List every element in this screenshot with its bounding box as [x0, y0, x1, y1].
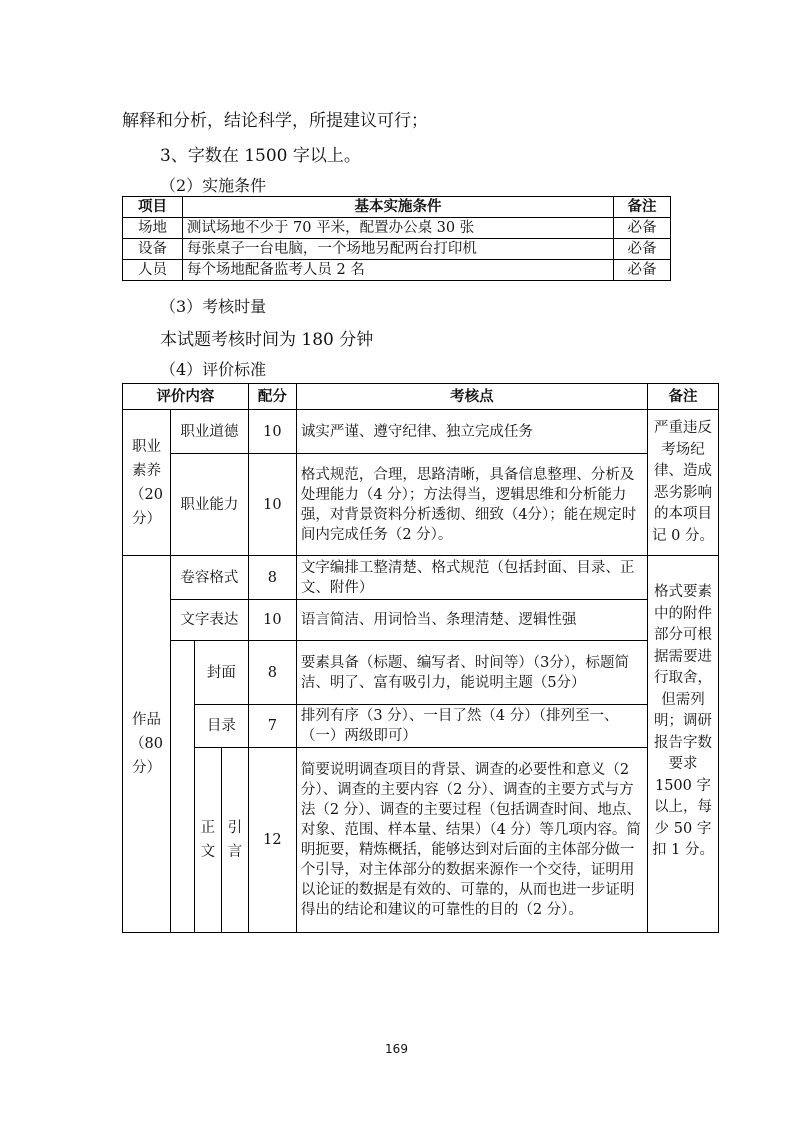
item-name: 卷容格式: [170, 556, 248, 600]
cell-note: 必备: [614, 239, 671, 260]
col-header-item: 项目: [123, 197, 183, 218]
page-number: 169: [385, 1042, 408, 1056]
group2-note: 格式要素中的附件部分可根据需要进行取舍，但需列明；调研报告字数要求 1500 字以上，每少 50 字扣 1 分。: [648, 556, 719, 933]
item-score: 7: [248, 705, 296, 748]
cell-item: 人员: [123, 260, 183, 281]
conditions-table: [122, 196, 671, 281]
item-name: 职业道德: [170, 410, 248, 454]
header-score: 配分: [248, 384, 296, 410]
evaluation-table: [122, 383, 719, 933]
blank-cell: [170, 641, 194, 933]
item-name-body: [194, 748, 221, 933]
table-row: [123, 239, 671, 260]
cell-condition: 每个场地配备监考人员 2 名: [182, 260, 613, 281]
cell-condition: 测试场地不少于 70 平米，配置办公桌 30 张: [182, 218, 613, 239]
col-header-note: 备注: [614, 197, 671, 218]
group1-note: 严重违反考场纪律、造成恶劣影响的本项目记 0 分。: [648, 410, 719, 556]
cell-item: 设备: [123, 239, 183, 260]
item-score: 10: [248, 410, 296, 454]
cell-note: 必备: [614, 218, 671, 239]
table-row: [123, 641, 719, 705]
section-4-heading: （4）评价标准: [160, 360, 267, 379]
cell-note: 必备: [614, 260, 671, 281]
item-check-point: 排列有序（3 分）、一目了然（4 分）（排列至一、（一）两级即可）: [296, 705, 647, 748]
col-header-condition: 基本实施条件: [182, 197, 613, 218]
table-row: [123, 260, 671, 281]
table-row: [123, 218, 671, 239]
item-name: 文字表达: [170, 600, 248, 641]
item-check-point: 要素具备（标题、编写者、时间等）（3分），标题简洁、明了、富有吸引力，能说明主题（5分）: [296, 641, 647, 705]
item-check-point: 诚实严谨、遵守纪律、独立完成任务: [296, 410, 647, 454]
group-work: 作品（80分）: [123, 556, 171, 933]
cell-condition: 每张桌子一台电脑，一个场地另配两台打印机: [182, 239, 613, 260]
intro-label: 引言: [227, 820, 243, 860]
body-label: 正文: [200, 820, 216, 860]
header-note: 备注: [648, 384, 719, 410]
item-name: 目录: [194, 705, 248, 748]
item-sub-intro: [221, 748, 248, 933]
item-check-point: 语言简洁、用词恰当、条理清楚、逻辑性强: [296, 600, 647, 641]
evaluation-header-row: [123, 384, 719, 410]
header-eval-content: 评价内容: [123, 384, 249, 410]
item-score: 10: [248, 454, 296, 556]
item-score: 8: [248, 641, 296, 705]
section-3-text: 本试题考核时间为 180 分钟: [160, 330, 374, 350]
section-3-heading: （3）考核时量: [160, 297, 267, 316]
item-score: 10: [248, 600, 296, 641]
conditions-header-row: [123, 197, 671, 218]
header-check-point: 考核点: [296, 384, 647, 410]
item-check-point: 文字编排工整清楚、格式规范（包括封面、目录、正文、附件）: [296, 556, 647, 600]
item-score: 8: [248, 556, 296, 600]
item-name: 职业能力: [170, 454, 248, 556]
intro-line-1: 解释和分析，结论科学，所提建议可行；: [122, 111, 428, 131]
table-row: [123, 705, 719, 748]
section-2-heading: （2）实施条件: [160, 176, 267, 195]
item-check-point: 格式规范，合理，思路清晰，具备信息整理、分析及处理能力（4 分）；方法得当，逻辑思维和分析能力强，对背景资料分析透彻、细致（4分）；能在规定时间内完成任务（2 分）。: [296, 454, 647, 556]
table-row: [123, 748, 719, 933]
cell-item: 场地: [123, 218, 183, 239]
intro-line-2: 3、字数在 1500 字以上。: [160, 146, 361, 166]
table-row: [123, 600, 719, 641]
table-row: [123, 454, 719, 556]
item-score: 12: [248, 748, 296, 933]
item-check-point: 简要说明调查项目的背景、调查的必要性和意义（2 分）、调查的主要内容（2 分）、调查的主要方式与方法（2 分）、调查的主要过程（包括调查时间、地点、对象、范围、样本量、结果）（4 分）等几项内容。简明扼要，精炼概括，能够达到对后面的主体部分做一个引导，对主体部分的数据来源作一个交待，证明用以论证的数据是有效的、可靠的，从而也进一步证明得出的结论和建议的可靠性的目的（2 分）。: [296, 748, 647, 933]
table-row: [123, 556, 719, 600]
table-row: [123, 410, 719, 454]
item-name: 封面: [194, 641, 248, 705]
group-professional-quality: 职业素养（20分）: [123, 410, 171, 556]
